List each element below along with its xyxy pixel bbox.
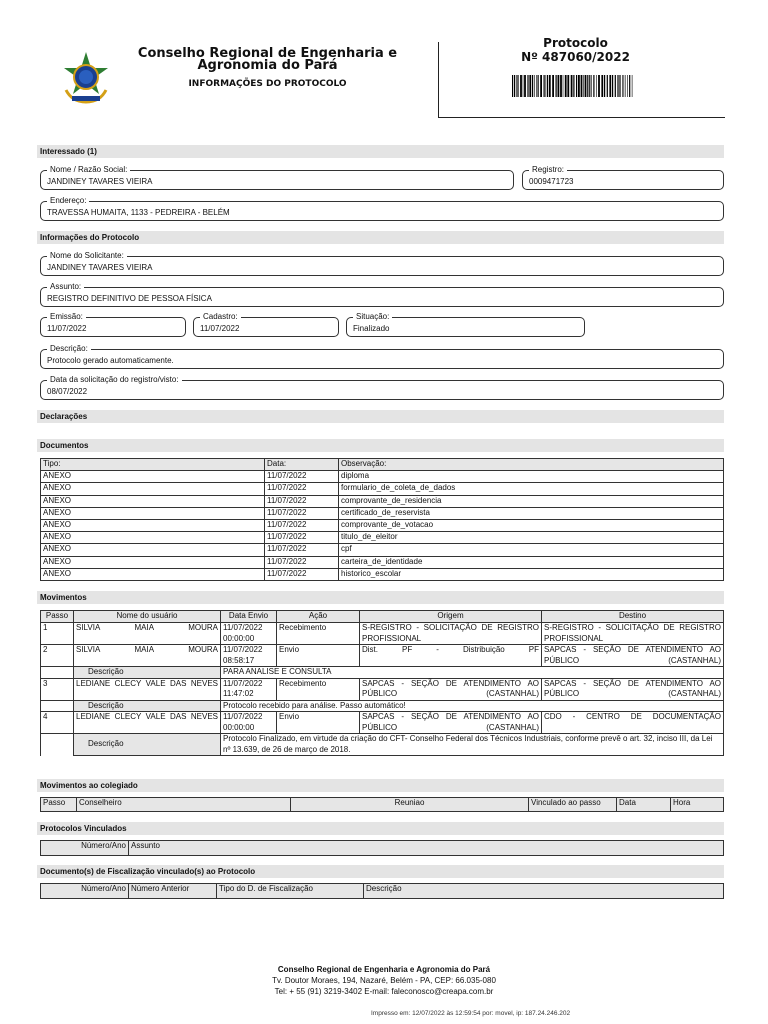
table-row: 3 LEDIANE CLECY VALE DAS NEVES 11/07/2022 11:47:02 Recebimento SAPCAS - SEÇÃO DE ATENDIMENTO AO PÚBLICO (CASTANHAL) SAPCAS - SEÇÃO DE ATENDIMENTO AO PÚBLICO (CASTANHAL) [41,678,724,700]
barcode [512,75,634,97]
table-row: 2 SILVIA MAIA MOURA 11/07/2022 08:58:17 Envio Dist. PF - Distribuição PF SAPCAS - SEÇÃO DE ATENDIMENTO AO PÚBLICO (CASTANHAL) [41,645,724,667]
table-row: ANEXO 11/07/2022 titulo_de_eleitor [41,532,724,544]
table-row-descricao: Descrição Protocolo recebido para análise. Passo automático! [41,700,724,712]
section-interessado: Interessado (1) [37,145,724,158]
table-header-row: Número/Ano Assunto [41,841,724,856]
table-row: ANEXO 11/07/2022 certificado_de_reservista [41,507,724,519]
table-row: ANEXO 11/07/2022 formulario_de_coleta_de_dados [41,483,724,495]
section-documentos: Documentos [37,439,724,452]
table-row-descricao: Descrição Protocolo Finalizado, em virtude da criação do CFT- Conselho Federal dos Técnicos Industriais, conforme prevê o art. 32, inciso III, da Lei nº 13.639, de 26 de março de 2018. [41,734,724,756]
table-header-row: Passo Conselheiro Reuniao Vinculado ao passo Data Hora [41,798,724,812]
coat-of-arms-logo [58,50,114,106]
documentos-table [40,458,724,581]
footer-org: Conselho Regional de Engenharia e Agronomia do Pará [277,965,491,974]
printed-info: Impresso em: 12/07/2022 às 12:59:54 por: movel, ip: 187.24.246.202 [371,1010,571,1017]
table-row: ANEXO 11/07/2022 comprovante_de_votacao [41,519,724,531]
data-solicitacao-field: Data da solicitação do registro/visto: 08/07/2022 [40,380,724,400]
protocol-number: Nº 487060/2022 [521,50,630,64]
protocol-label: Protocolo Nº 487060/2022 [438,36,713,64]
section-movimentos: Movimentos [37,591,724,604]
endereco-field: Endereço: TRAVESSA HUMAITA, 1133 - PEDREIRA - BELÉM [40,201,724,221]
table-row: ANEXO 11/07/2022 diploma [41,471,724,483]
page-subtitle: INFORMAÇÕES DO PROTOCOLO [188,79,347,89]
solicitante-field: Nome do Solicitante: JANDINEY TAVARES VIEIRA [40,256,724,276]
colegiado-table [40,797,724,812]
cadastro-field: Cadastro: 11/07/2022 [193,317,339,337]
emissao-field: Emissão: 11/07/2022 [40,317,186,337]
table-row: ANEXO 11/07/2022 historico_escolar [41,568,724,580]
vinculados-table [40,840,724,856]
table-header-row: Número/Ano Número Anterior Tipo do D. de Fiscalização Descrição [41,884,724,899]
table-row: 1 SILVIA MAIA MOURA 11/07/2022 00:00:00 Recebimento S-REGISTRO - SOLICITAÇÃO DE REGISTRO PROFISSIONAL S-REGISTRO - SOLICITAÇÃO DE REGISTRO PROFISSIONAL [41,623,724,645]
movimentos-table [40,610,724,756]
table-row-descricao: Descrição PARA ANALISE E CONSULTA [41,667,724,679]
table-header-row: Passo Nome do usuário Data Envio Ação Origem Destino [41,611,724,623]
section-colegiado: Movimentos ao colegiado [37,779,724,792]
section-fiscalizacao: Documento(s) de Fiscalização vinculado(s) ao Protocolo [37,865,724,878]
section-vinculados: Protocolos Vinculados [37,822,724,835]
situacao-field: Situação: Finalizado [346,317,585,337]
footer-address: Tv. Doutor Moraes, 194, Nazaré, Belém - PA, CEP: 66.035-080 [272,976,496,985]
assunto-field: Assunto: REGISTRO DEFINITIVO DE PESSOA FÍSICA [40,287,724,307]
footer-contact: Tel: + 55 (91) 3219-3402 E-mail: faleconosco@creapa.com.br [274,987,494,996]
table-row: ANEXO 11/07/2022 carteira_de_identidade [41,556,724,568]
table-row: ANEXO 11/07/2022 cpf [41,544,724,556]
descricao-field: Descrição: Protocolo gerado automaticamente. [40,349,724,369]
table-header-row: Tipo: Data: Observação: [41,459,724,471]
section-declaracoes: Declarações [37,410,724,423]
nome-field: Nome / Razão Social: JANDINEY TAVARES VIEIRA [40,170,514,190]
org-title: Conselho Regional de Engenharia e Agronomia do Pará [137,46,398,73]
registro-field: Registro: 0009471723 [522,170,724,190]
table-row: ANEXO 11/07/2022 comprovante_de_residencia [41,495,724,507]
section-info-protocolo: Informações do Protocolo [37,231,724,244]
table-row: 4 LEDIANE CLECY VALE DAS NEVES 11/07/2022 00:00:00 Envio SAPCAS - SEÇÃO DE ATENDIMENTO AO PÚBLICO (CASTANHAL) CDO - CENTRO DE DOCUMENTAÇÃO [41,712,724,734]
fiscalizacao-table [40,883,724,899]
